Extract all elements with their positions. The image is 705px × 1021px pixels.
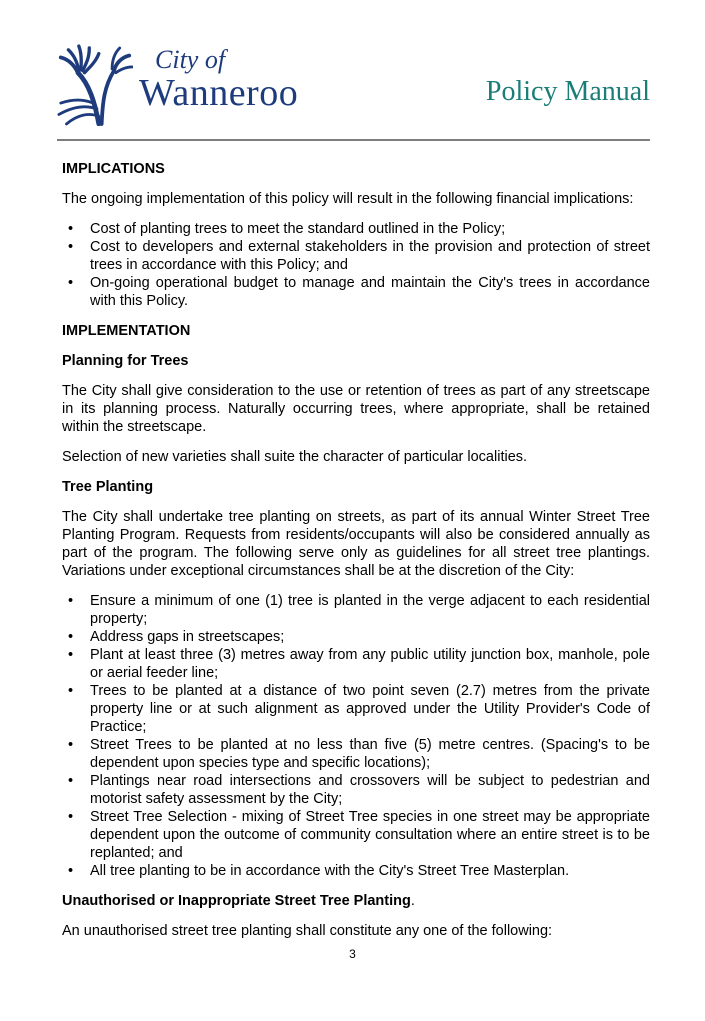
implications-bullet-list: [62, 220, 650, 310]
tree-planting-intro: The City shall undertake tree planting on streets, as part of its annual Winter Street Tree Planting Program. Requests from residents/occupants will also be considered annually as part of the program. The following serve only as guidelines for all street tree plantings. Variations under exceptional circumstances shall be at the discretion of the City:: [62, 509, 650, 579]
bullet-text: Cost to developers and external stakeholders in the provision and protection of street trees in accordance with this Policy; and: [90, 239, 650, 273]
list-item: [62, 682, 650, 736]
unauthorised-intro: An unauthorised street tree planting shall constitute any one of the following:: [62, 923, 553, 939]
logo-line-city-of: City of: [155, 45, 226, 74]
list-item: [62, 862, 650, 880]
unauthorised-heading: [62, 892, 650, 910]
list-item: [62, 274, 650, 310]
bullet-text: Street Trees to be planted at no less than five (5) metre centres. (Spacing's to be dependent upon species type and specific locations);: [90, 737, 650, 771]
implications-heading: IMPLICATIONS: [62, 161, 165, 177]
bullet-text: Cost of planting trees to meet the standard outlined in the Policy;: [90, 221, 506, 237]
kangaroo-paw-icon: [57, 44, 133, 126]
bullet-text: Address gaps in streetscapes;: [90, 629, 285, 645]
page-header: [0, 0, 705, 126]
document-title: Policy Manual: [485, 76, 650, 107]
tree-planting-bullet-list: [62, 592, 650, 880]
unauthorised-heading-text: Unauthorised or Inappropriate Street Tree Planting: [62, 893, 411, 909]
planning-paragraph-1: The City shall give consideration to the use or retention of trees as part of any streetscape in its planning process. Naturally occurring trees, where appropriate, shall be retained within the streetscape.: [62, 383, 650, 435]
unauthorised-heading-period: .: [410, 893, 415, 909]
list-item: [62, 772, 650, 808]
planning-for-trees-heading: Planning for Trees: [62, 353, 189, 369]
document-body: [0, 141, 705, 940]
bullet-text: Trees to be planted at a distance of two point seven (2.7) metres from the private property line or at such alignment as approved under the Utility Provider's Code of Practice;: [90, 683, 650, 735]
bullet-text: Plant at least three (3) metres away from any public utility junction box, manhole, pole or aerial feeder line;: [90, 647, 650, 681]
bullet-text: On-going operational budget to manage and maintain the City's trees in accordance with this Policy.: [90, 275, 650, 309]
logo-wordmark: [139, 46, 298, 112]
city-of-wanneroo-logo: [57, 44, 298, 126]
list-item: [62, 592, 650, 628]
list-item: [62, 646, 650, 682]
planning-paragraph-2: Selection of new varieties shall suite the character of particular localities.: [62, 449, 528, 465]
list-item: [62, 736, 650, 772]
tree-planting-heading: Tree Planting: [62, 479, 154, 495]
bullet-text: Ensure a minimum of one (1) tree is planted in the verge adjacent to each residential property;: [90, 593, 650, 627]
list-item: [62, 238, 650, 274]
list-item: [62, 220, 650, 238]
implications-intro: The ongoing implementation of this policy will result in the following financial implications:: [62, 191, 634, 207]
bullet-text: Street Tree Selection - mixing of Street Tree species in one street may be appropriate dependent upon the outcome of community consultation where an entire street is to be replanted; and: [90, 809, 650, 861]
list-item: [62, 628, 650, 646]
page-number: 3: [349, 947, 356, 961]
list-item: [62, 808, 650, 862]
bullet-text: Plantings near road intersections and crossovers will be subject to pedestrian and motorist safety assessment by the City;: [90, 773, 650, 807]
bullet-text: All tree planting to be in accordance with the City's Street Tree Masterplan.: [90, 863, 570, 879]
logo-line-wanneroo: Wanneroo: [139, 72, 299, 114]
implementation-heading: IMPLEMENTATION: [62, 323, 191, 339]
